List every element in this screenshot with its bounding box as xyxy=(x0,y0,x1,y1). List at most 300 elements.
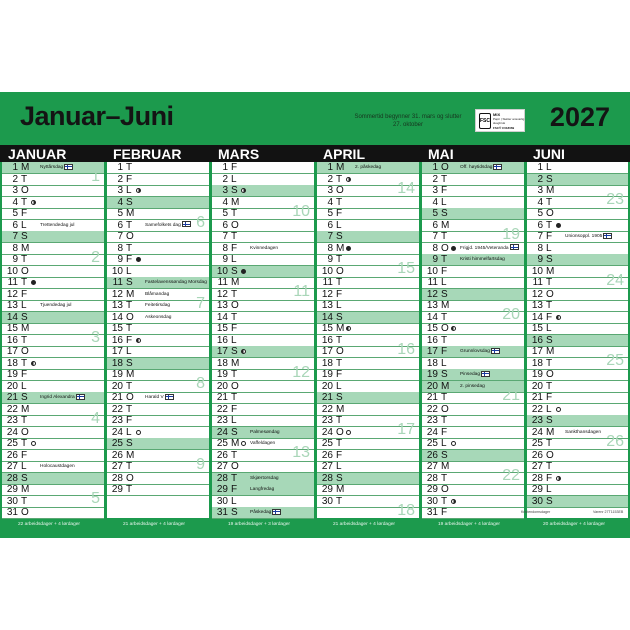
moon-phase-icon xyxy=(241,269,246,274)
moon-phase-icon xyxy=(346,430,351,435)
day-event-label xyxy=(250,243,278,255)
day-number: 24 xyxy=(111,426,123,438)
day-number: 16 xyxy=(321,334,333,346)
day-row xyxy=(527,450,628,462)
day-row xyxy=(212,461,314,473)
day-row xyxy=(422,277,524,289)
day-event-text: Feitetirsdag xyxy=(145,303,171,308)
weekday-letter: O xyxy=(441,162,449,173)
day-event-label xyxy=(40,461,75,473)
day-event-label xyxy=(145,289,169,301)
weekday-letter: T xyxy=(126,461,133,472)
day-number: 15 xyxy=(216,323,228,334)
day-event-text: Off. høytidsdag xyxy=(460,165,493,170)
day-row xyxy=(317,277,419,289)
weekday-letter: T xyxy=(336,438,343,449)
weekday-letter: M xyxy=(546,426,555,438)
moon-phase-icon xyxy=(136,188,141,193)
day-number: 13 xyxy=(111,300,123,311)
day-row xyxy=(527,473,628,485)
weekday-letter: T xyxy=(21,277,28,288)
row-divider xyxy=(2,518,104,519)
day-number: 19 xyxy=(6,369,18,380)
weekday-letter: T xyxy=(126,484,133,495)
weekday-letter: L xyxy=(21,219,27,231)
weekday-letter: O xyxy=(546,449,554,461)
norwegian-flag-icon xyxy=(64,164,73,170)
month-header-0: JANUAR xyxy=(8,146,67,162)
day-number: 17 xyxy=(531,346,543,357)
day-number: 24 xyxy=(6,426,18,438)
month-column xyxy=(107,162,209,518)
day-number: 25 xyxy=(6,438,18,449)
day-event-text: Påskedag xyxy=(250,510,272,515)
weekday-letter: L xyxy=(126,185,132,196)
day-number: 4 xyxy=(327,196,333,208)
weekday-letter: T xyxy=(441,334,448,346)
day-event-label xyxy=(145,392,174,404)
day-row xyxy=(107,438,209,450)
weekday-letter: O xyxy=(126,231,134,242)
day-event-text: Pinsedag xyxy=(460,372,481,377)
day-row xyxy=(2,266,104,278)
weekday-letter: T xyxy=(126,219,133,231)
day-event-text: Palmesøndag xyxy=(250,429,280,435)
day-row xyxy=(422,507,524,519)
day-number: 7 xyxy=(432,231,438,242)
day-row xyxy=(317,438,419,450)
day-number: 23 xyxy=(216,415,228,426)
day-row xyxy=(212,312,314,324)
day-row xyxy=(107,415,209,427)
day-number: 15 xyxy=(321,323,333,334)
day-number: 23 xyxy=(531,415,543,426)
weekday-letter: T xyxy=(336,254,343,265)
day-event-text: Nyttårsdag xyxy=(40,165,64,170)
day-row xyxy=(527,289,628,301)
month-column xyxy=(2,162,104,518)
day-row xyxy=(527,231,628,243)
weekday-letter: T xyxy=(546,461,553,472)
weekday-letter: S xyxy=(336,231,343,242)
day-number: 16 xyxy=(426,334,438,346)
day-row xyxy=(422,358,524,370)
weekday-letter: T xyxy=(546,357,553,369)
day-row xyxy=(527,254,628,266)
day-number: 22 xyxy=(321,403,333,415)
day-row xyxy=(317,312,419,324)
week-number: 5 xyxy=(91,490,100,507)
day-number: 24 xyxy=(216,426,228,438)
day-number: 27 xyxy=(6,461,18,472)
day-number: 17 xyxy=(216,346,228,357)
day-number: 29 xyxy=(426,484,438,495)
page-title: Januar–Juni xyxy=(20,101,174,131)
day-number: 8 xyxy=(222,242,228,254)
week-number: 1 xyxy=(91,168,100,185)
day-number: 13 xyxy=(426,300,438,311)
day-number: 13 xyxy=(321,300,333,311)
weekday-letter: T xyxy=(21,438,28,449)
day-row xyxy=(107,243,209,255)
weekday-letter: S xyxy=(441,449,448,461)
month-footer: 21 arbeidsdager + 4 lørdager xyxy=(333,522,395,527)
weekday-letter: O xyxy=(231,300,239,311)
weekday-letter: O xyxy=(336,185,344,196)
weekday-letter: T xyxy=(546,219,553,231)
day-number: 7 xyxy=(117,231,123,242)
day-event-text: Samefolkets dag xyxy=(145,222,181,228)
day-row xyxy=(317,381,419,393)
weekday-letter: F xyxy=(126,173,133,185)
day-event-label xyxy=(40,220,75,232)
day-number: 8 xyxy=(432,242,438,254)
weekday-letter: L xyxy=(21,380,27,392)
week-number: 6 xyxy=(196,214,205,231)
weekday-letter: L xyxy=(336,461,342,472)
norwegian-flag-icon xyxy=(603,233,612,239)
day-number: 31 xyxy=(426,507,438,518)
day-event-text: Frigjd. 1945/Veteranda xyxy=(460,245,509,251)
weekday-letter: S xyxy=(336,472,343,484)
day-event-text: Kristi himmelfartsdag xyxy=(460,257,505,262)
day-row xyxy=(317,323,419,335)
day-row xyxy=(107,358,209,370)
day-row xyxy=(212,162,314,174)
moon-phase-icon xyxy=(346,326,351,331)
day-row xyxy=(107,312,209,324)
weekday-letter: M xyxy=(546,265,555,277)
day-number: 6 xyxy=(222,219,228,231)
weekday-letter: T xyxy=(231,231,238,242)
day-row xyxy=(2,381,104,393)
moon-phase-icon xyxy=(241,188,246,193)
day-event-text: Holocaustdagen xyxy=(40,464,75,469)
weekday-letter: M xyxy=(231,277,240,288)
day-number: 17 xyxy=(426,346,438,357)
week-number: 21 xyxy=(502,386,520,404)
day-number: 4 xyxy=(222,196,228,208)
weekday-letter: T xyxy=(336,277,343,288)
weekday-letter: T xyxy=(21,334,28,346)
weekday-letter: T xyxy=(126,403,133,415)
weekday-letter: T xyxy=(546,196,553,208)
weekday-letter: O xyxy=(21,426,29,438)
day-row xyxy=(422,162,524,174)
month-footer: 21 arbeidsdager + 4 lørdager xyxy=(123,522,185,527)
weekday-letter: T xyxy=(441,495,448,507)
day-event-text: 2. påskedag xyxy=(355,165,382,170)
weekday-letter: F xyxy=(546,472,553,484)
day-row xyxy=(317,369,419,381)
month-column xyxy=(317,162,419,518)
weekday-letter: F xyxy=(231,484,238,495)
weekday-letter: S xyxy=(441,369,448,380)
day-number: 2 xyxy=(537,173,543,185)
day-event-label xyxy=(250,507,281,519)
weekday-letter: S xyxy=(126,357,133,369)
month-header-1: FEBRUAR xyxy=(113,146,182,162)
day-row xyxy=(317,484,419,496)
weekday-letter: F xyxy=(21,288,28,300)
moon-phase-icon xyxy=(31,361,36,366)
week-number: 15 xyxy=(397,260,415,277)
weekday-letter: T xyxy=(336,196,343,208)
weekday-letter: T xyxy=(126,242,133,254)
month-header-2: MARS xyxy=(218,146,260,162)
weekday-letter: O xyxy=(546,369,554,380)
weekday-letter: M xyxy=(21,162,30,173)
day-number: 6 xyxy=(327,219,333,231)
week-number: 13 xyxy=(292,444,310,461)
day-row xyxy=(527,220,628,232)
weekday-letter: T xyxy=(231,311,238,323)
day-row xyxy=(2,461,104,473)
day-row xyxy=(317,300,419,312)
day-number: 23 xyxy=(111,415,123,426)
day-event-label xyxy=(145,277,207,289)
day-number: 14 xyxy=(426,311,438,323)
weekday-letter: O xyxy=(336,265,344,277)
day-row xyxy=(527,415,628,427)
month-footer: 22 arbeidsdager + 4 lørdager xyxy=(18,522,80,527)
weekday-letter: F xyxy=(441,426,448,438)
day-row xyxy=(212,266,314,278)
weekday-letter: S xyxy=(21,231,28,242)
week-number: 16 xyxy=(397,340,415,358)
weekday-letter: S xyxy=(231,426,238,438)
day-number: 28 xyxy=(111,472,123,484)
weekday-letter: F xyxy=(336,288,343,300)
day-number: 5 xyxy=(117,208,123,219)
day-number: 27 xyxy=(531,461,543,472)
weekday-letter: M xyxy=(126,288,135,300)
day-number: 20 xyxy=(321,380,333,392)
week-number: 12 xyxy=(292,363,310,381)
weekday-letter: F xyxy=(336,369,343,380)
day-row xyxy=(107,484,209,496)
day-number: 28 xyxy=(426,472,438,484)
day-event-label xyxy=(460,162,502,174)
day-number: 10 xyxy=(6,265,18,277)
month-column xyxy=(422,162,524,518)
day-number: 21 xyxy=(426,392,438,403)
day-row xyxy=(2,427,104,439)
day-row xyxy=(107,266,209,278)
day-event-label xyxy=(565,427,601,439)
moon-phase-icon xyxy=(136,430,141,435)
day-row xyxy=(317,197,419,209)
day-number: 3 xyxy=(327,185,333,196)
day-number: 15 xyxy=(6,323,18,334)
week-number: 10 xyxy=(292,202,310,220)
weekday-letter: M xyxy=(21,484,30,495)
day-event-text: 2. pinsedag xyxy=(460,383,485,389)
day-number: 2 xyxy=(222,173,228,185)
weekday-letter: M xyxy=(126,208,135,219)
weekday-letter: T xyxy=(231,449,238,461)
weekday-letter: T xyxy=(441,311,448,323)
day-number: 14 xyxy=(6,311,18,323)
day-event-label xyxy=(40,162,73,174)
day-row xyxy=(212,346,314,358)
moon-phase-icon xyxy=(31,200,36,205)
weekday-letter: O xyxy=(21,185,29,196)
day-row xyxy=(317,450,419,462)
day-number: 7 xyxy=(537,231,543,242)
day-row xyxy=(527,404,628,416)
fine-print-right: Varenr 27T1153EB xyxy=(593,510,624,514)
weekday-letter: L xyxy=(336,219,342,231)
month-column xyxy=(212,162,314,518)
day-number: 5 xyxy=(537,208,543,219)
day-row xyxy=(422,254,524,266)
day-number: 29 xyxy=(216,484,228,495)
weekday-letter: S xyxy=(231,346,238,357)
day-number: 22 xyxy=(111,403,123,415)
day-number: 1 xyxy=(327,162,333,173)
week-number: 25 xyxy=(606,352,624,369)
day-row xyxy=(212,484,314,496)
day-row xyxy=(527,484,628,496)
moon-phase-icon xyxy=(136,257,141,262)
weekday-letter: L xyxy=(441,438,447,449)
day-row xyxy=(212,254,314,266)
week-number: 22 xyxy=(502,467,520,484)
weekday-letter: T xyxy=(21,357,28,369)
day-number: 19 xyxy=(321,369,333,380)
day-number: 16 xyxy=(6,334,18,346)
day-number: 22 xyxy=(426,403,438,415)
moon-phase-icon xyxy=(556,315,561,320)
weekday-letter: L xyxy=(21,461,27,472)
day-row xyxy=(422,208,524,220)
day-row xyxy=(212,392,314,404)
day-row xyxy=(527,461,628,473)
weekday-letter: M xyxy=(231,196,240,208)
weekday-letter: T xyxy=(21,173,28,185)
day-row xyxy=(212,323,314,335)
weekday-letter: M xyxy=(441,461,450,472)
day-row xyxy=(317,231,419,243)
weekday-letter: L xyxy=(546,484,552,495)
weekday-letter: T xyxy=(546,380,553,392)
moon-phase-icon xyxy=(451,246,456,251)
week-number: 11 xyxy=(293,283,310,300)
day-row xyxy=(317,392,419,404)
month-footer: 19 arbeidsdager + 4 lørdager xyxy=(438,522,500,527)
day-event-text: Ingrid Alexandra xyxy=(40,395,75,400)
weekday-letter: F xyxy=(441,185,448,196)
fine-print-left: Kristendomsdager xyxy=(521,510,551,514)
weekday-letter: T xyxy=(441,254,448,265)
row-divider xyxy=(527,507,628,508)
day-event-text: Trettendedag jul xyxy=(40,222,75,228)
day-number: 22 xyxy=(216,403,228,415)
day-number: 21 xyxy=(216,392,228,403)
weekday-letter: S xyxy=(546,334,553,346)
week-number: 9 xyxy=(196,455,205,473)
norwegian-flag-icon xyxy=(165,394,174,400)
day-number: 2 xyxy=(117,173,123,185)
weekday-letter: T xyxy=(126,323,133,334)
weekday-letter: F xyxy=(231,242,238,254)
day-row xyxy=(2,312,104,324)
day-row xyxy=(107,346,209,358)
weekday-letter: M xyxy=(231,438,240,449)
day-number: 5 xyxy=(222,208,228,219)
day-number: 6 xyxy=(12,219,18,231)
moon-phase-icon xyxy=(31,441,36,446)
weekday-letter: O xyxy=(441,323,449,334)
day-number: 3 xyxy=(117,185,123,196)
weekday-letter: T xyxy=(546,438,553,449)
day-number: 26 xyxy=(426,449,438,461)
day-number: 1 xyxy=(117,162,123,173)
moon-phase-icon xyxy=(556,223,561,228)
day-event-label xyxy=(40,300,71,312)
day-number: 23 xyxy=(321,415,333,426)
day-number: 17 xyxy=(321,346,333,357)
day-number: 6 xyxy=(117,219,123,231)
day-number: 26 xyxy=(111,449,123,461)
weekday-letter: T xyxy=(441,472,448,484)
day-row xyxy=(2,507,104,519)
day-number: 26 xyxy=(321,449,333,461)
weekday-letter: T xyxy=(441,415,448,426)
weekday-letter: F xyxy=(231,162,238,173)
day-number: 9 xyxy=(117,254,123,265)
norwegian-flag-icon xyxy=(510,244,519,250)
week-number: 23 xyxy=(606,191,624,208)
weekday-letter: T xyxy=(336,334,343,346)
day-row xyxy=(107,392,209,404)
day-number: 14 xyxy=(321,311,333,323)
day-number: 3 xyxy=(222,185,228,196)
day-row xyxy=(107,277,209,289)
day-number: 1 xyxy=(222,162,228,173)
weekday-letter: L xyxy=(126,265,132,277)
day-row xyxy=(107,254,209,266)
weekday-letter: F xyxy=(21,449,28,461)
weekday-letter: L xyxy=(126,346,132,357)
weekday-letter: L xyxy=(441,196,447,208)
day-number: 29 xyxy=(321,484,333,495)
day-number: 25 xyxy=(321,438,333,449)
day-number: 30 xyxy=(531,495,543,507)
day-number: 21 xyxy=(111,392,123,403)
day-number: 11 xyxy=(532,277,543,288)
day-row xyxy=(212,174,314,186)
weekday-letter: M xyxy=(336,484,345,495)
weekday-letter: T xyxy=(231,472,238,484)
weekday-letter: L xyxy=(336,300,342,311)
day-number: 24 xyxy=(531,426,543,438)
day-event-label xyxy=(460,243,519,255)
weekday-letter: T xyxy=(126,300,133,311)
weekday-letter: M xyxy=(441,300,450,311)
weekday-letter: F xyxy=(231,323,238,334)
month-footer: 19 arbeidsdager + 3 lørdager xyxy=(228,522,290,527)
day-row xyxy=(212,300,314,312)
day-number: 4 xyxy=(432,196,438,208)
weekday-letter: M xyxy=(441,380,450,392)
weekday-letter: T xyxy=(231,392,238,403)
day-row xyxy=(422,346,524,358)
weekday-letter: T xyxy=(336,495,343,507)
weekday-letter: M xyxy=(336,242,345,254)
weekday-letter: T xyxy=(231,369,238,380)
